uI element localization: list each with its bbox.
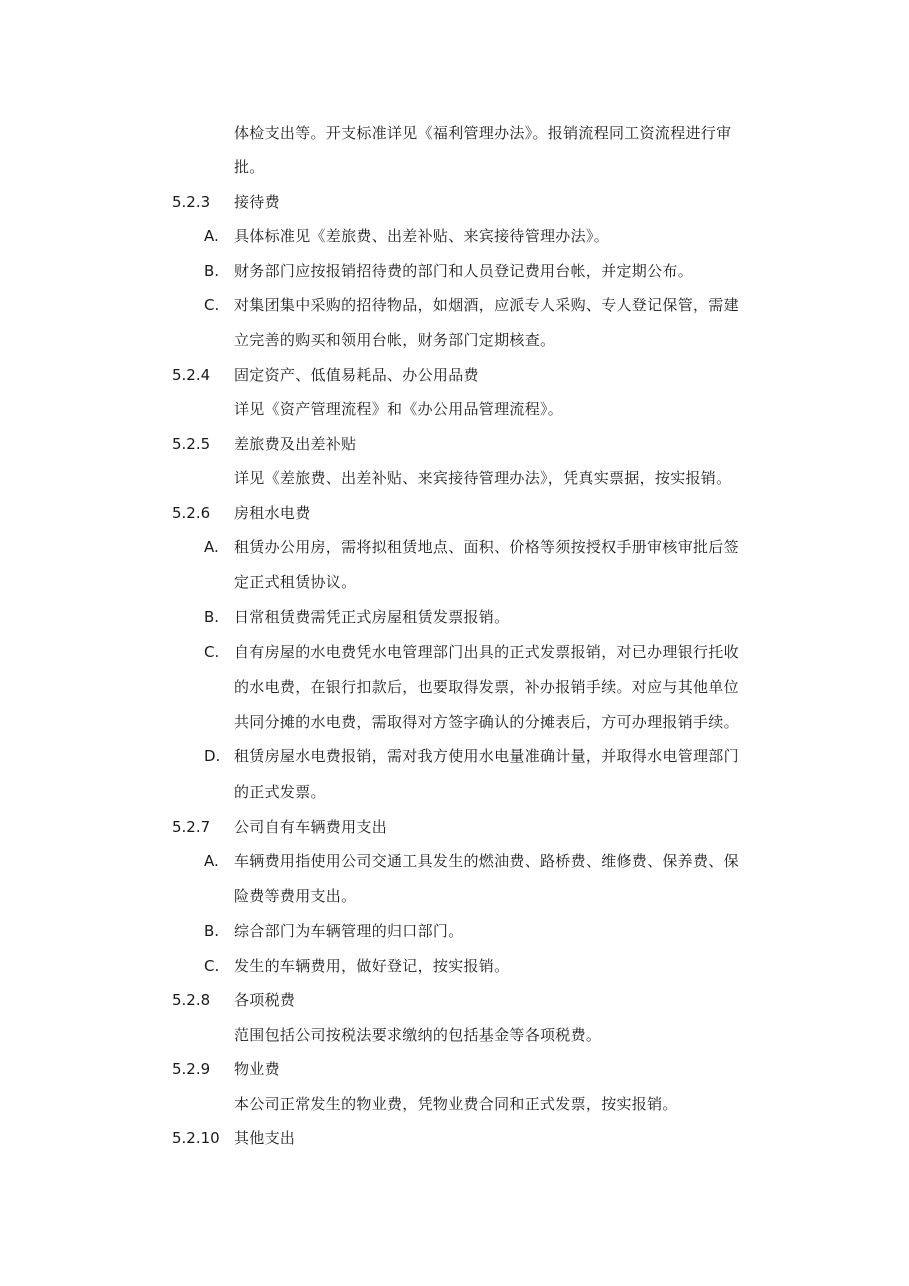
item-text: 租赁房屋水电费报销，需对我方使用水电量准确计量，并取得水电管理部门 — [234, 747, 739, 765]
section-title: 房租水电费 — [234, 504, 311, 522]
section-body: 详见《差旅费、出差补贴、来宾接待管理办法》，凭真实票据，按实报销。 — [234, 469, 732, 487]
item-text: 的正式发票。 — [234, 783, 326, 801]
item-text: 具体标准见《差旅费、出差补贴、来宾接待管理办法》。 — [234, 227, 610, 245]
item-letter: C. — [204, 957, 220, 975]
section-title: 物业费 — [234, 1060, 280, 1078]
section-title: 接待费 — [234, 193, 280, 211]
item-letter: D. — [204, 747, 221, 765]
intro-line: 批。 — [234, 158, 265, 176]
item-letter: A. — [204, 227, 219, 245]
item-text: 立完善的购买和领用台帐，财务部门定期核查。 — [234, 331, 556, 349]
item-text: 的水电费，在银行扣款后，也要取得发票，补办报销手续。对应与其他单位 — [234, 678, 739, 696]
section-number: 5.2.7 — [172, 818, 211, 836]
item-text: 对集团集中采购的招待物品，如烟酒，应派专人采购、专人登记保管，需建 — [234, 296, 739, 314]
item-letter: B. — [204, 608, 220, 626]
section-number: 5.2.4 — [172, 366, 211, 384]
item-letter: C. — [204, 643, 220, 661]
section-number: 5.2.5 — [172, 435, 211, 453]
item-letter: C. — [204, 296, 220, 314]
section-number: 5.2.10 — [172, 1129, 220, 1147]
section-number: 5.2.8 — [172, 991, 211, 1009]
item-text: 险费等费用支出。 — [234, 887, 357, 905]
section-title: 固定资产、低值易耗品、办公用品费 — [234, 366, 479, 384]
section-body: 范围包括公司按税法要求缴纳的包括基金等各项税费。 — [234, 1026, 602, 1044]
section-number: 5.2.3 — [172, 193, 211, 211]
item-text: 共同分摊的水电费，需取得对方签字确认的分摊表后，方可办理报销手续。 — [234, 713, 739, 731]
item-text: 综合部门为车辆管理的归口部门。 — [234, 922, 464, 940]
item-text: 自有房屋的水电费凭水电管理部门出具的正式发票报销，对已办理银行托收 — [234, 643, 739, 661]
item-text: 发生的车辆费用，做好登记，按实报销。 — [234, 957, 510, 975]
item-text: 车辆费用指使用公司交通工具发生的燃油费、路桥费、维修费、保养费、保 — [234, 852, 739, 870]
item-letter: A. — [204, 852, 219, 870]
section-title: 其他支出 — [234, 1129, 296, 1147]
section-title: 各项税费 — [234, 991, 296, 1009]
item-letter: B. — [204, 262, 220, 280]
item-text: 租赁办公用房，需将拟租赁地点、面积、价格等须按授权手册审核审批后签 — [234, 538, 739, 556]
item-letter: B. — [204, 922, 220, 940]
section-title: 差旅费及出差补贴 — [234, 435, 357, 453]
item-letter: A. — [204, 538, 219, 556]
section-number: 5.2.6 — [172, 504, 211, 522]
item-text: 定正式租赁协议。 — [234, 573, 357, 591]
section-body: 详见《资产管理流程》和《办公用品管理流程》。 — [234, 400, 564, 418]
section-title: 公司自有车辆费用支出 — [234, 818, 388, 836]
item-text: 日常租赁费需凭正式房屋租赁发票报销。 — [234, 608, 510, 626]
intro-line: 体检支出等。开支标准详见《福利管理办法》。报销流程同工资流程进行审 — [234, 124, 732, 142]
section-body: 本公司正常发生的物业费，凭物业费合同和正式发票，按实报销。 — [234, 1095, 678, 1113]
section-number: 5.2.9 — [172, 1060, 211, 1078]
item-text: 财务部门应按报销招待费的部门和人员登记费用台帐，并定期公布。 — [234, 262, 694, 280]
